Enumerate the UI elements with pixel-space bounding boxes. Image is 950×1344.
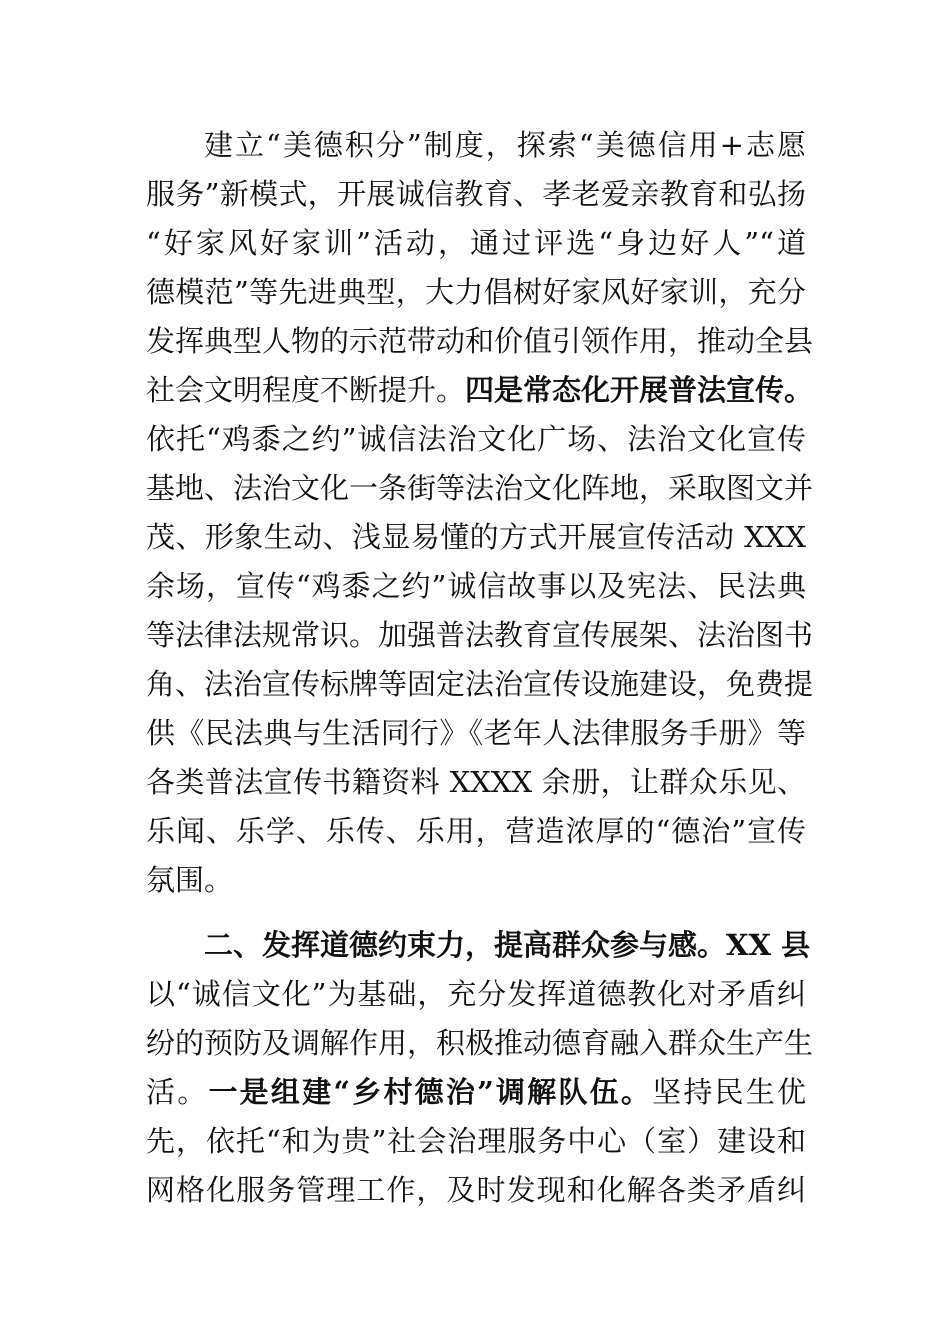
section-heading-4: 四是常态化开展普法宣传。: [465, 373, 814, 407]
paragraph-1-line-13: 供《民法典与生活同行》《老年人法律服务手册》等: [146, 716, 806, 750]
paragraph-2-line-4-head: 活。: [146, 1075, 209, 1109]
paragraph-1-line-6: [146, 366, 814, 415]
paragraph-1: [146, 121, 814, 905]
paragraph-1-line-10: 余场，宣传“鸡黍之约”诚信故事以及宪法、民法典: [146, 569, 806, 603]
paragraph-2-line-6: 网格化服务管理工作，及时发现和化解各类矛盾纠: [146, 1173, 806, 1207]
paragraph-1-line-1: 建立“美德积分”制度，探索“美德信用+志愿: [204, 128, 806, 162]
paragraph-2-line-4: [146, 1068, 806, 1117]
paragraph-2-line-5: 先，依托“和为贵”社会治理服务中心（室）建设和: [146, 1124, 806, 1158]
paragraph-2-line-2: 以“诚信文化”为基础，充分发挥道德教化对矛盾纠: [146, 977, 806, 1011]
paragraph-1-line-14: 各类普法宣传书籍资料 XXXX 余册，让群众乐见、: [146, 765, 806, 799]
paragraph-1-line-8: 基地、法治文化一条街等法治文化阵地，采取图文并: [146, 471, 814, 505]
paragraph-2-line-1: [146, 921, 811, 970]
paragraph-2-line-1-tail: XX 县: [726, 928, 811, 962]
paragraph-1-line-9: 茂、形象生动、浅显易懂的方式开展宣传活动 XXX: [146, 520, 806, 554]
paragraph-1-line-4: 德模范”等先进典型，大力倡树好家风好家训，充分: [146, 275, 806, 309]
paragraph-1-line-6-text: 社会文明程度不断提升。: [146, 373, 466, 407]
subsection-heading-1: 一是组建“乡村德治”调解队伍。: [208, 1075, 653, 1109]
paragraph-1-line-3: “好家风好家训”活动，通过评选“身边好人”“道: [146, 226, 806, 260]
paragraph-1-line-11: 等法律法规常识。加强普法教育宣传展架、法治图书: [146, 618, 814, 652]
paragraph-1-line-12: 角、法治宣传标牌等固定法治宣传设施建设，免费提: [146, 667, 814, 701]
paragraph-1-line-2: 服务”新模式，开展诚信教育、孝老爱亲教育和弘扬: [146, 177, 806, 211]
paragraph-1-line-7: 依托“鸡黍之约”诚信法治文化广场、法治文化宣传: [146, 422, 806, 456]
paragraph-2-line-3: 纷的预防及调解作用，积极推动德育融入群众生产生: [146, 1026, 814, 1060]
paragraph-2-line-4-tail: 坚持民生优: [652, 1075, 806, 1109]
section-heading-2: 二、发挥道德约束力，提高群众参与感。: [204, 928, 727, 962]
paragraph-1-line-16: 氛围。: [146, 863, 234, 897]
paragraph-1-line-15: 乐闻、乐学、乐传、乐用，营造浓厚的“德治”宣传: [146, 814, 806, 848]
paragraph-2: [146, 921, 814, 1215]
paragraph-1-line-5: 发挥典型人物的示范带动和价值引领作用，推动全县: [146, 324, 814, 358]
